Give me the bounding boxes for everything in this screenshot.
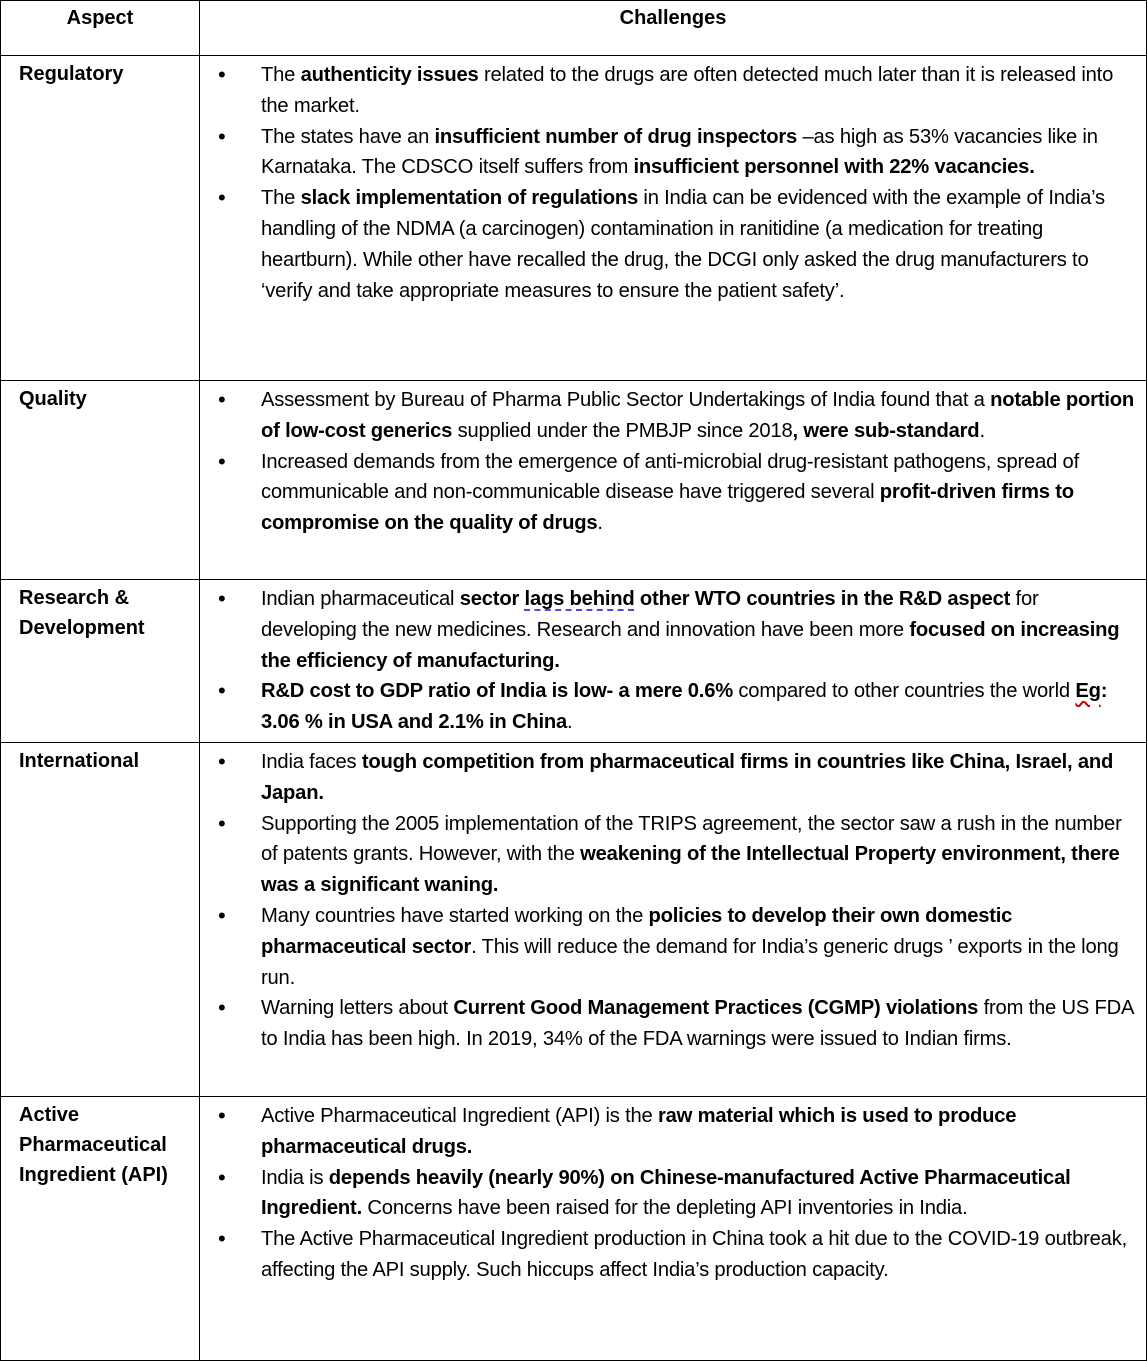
bold-run: R&D cost to GDP ratio of India is low- a mere 0.6% bbox=[261, 680, 733, 703]
bullet-list bbox=[200, 1101, 1146, 1286]
bullet-item bbox=[200, 584, 1146, 676]
text-run: . This will reduce the demand for India’s generic drugs ’ exports in the long run. bbox=[261, 935, 1119, 989]
challenges-cell bbox=[200, 580, 1147, 743]
bold-run: insufficient personnel with 22% vacancies. bbox=[633, 156, 1035, 179]
text-run: Warning letters about bbox=[261, 997, 454, 1020]
bold-run: tough competition from pharmaceutical firms in countries like China, Israel, and Japan. bbox=[261, 750, 1114, 804]
bold-run: slack implementation of regulations bbox=[300, 187, 638, 210]
table-row bbox=[1, 381, 1147, 580]
bold-run: raw material which is used to produce pharmaceutical drugs. bbox=[261, 1104, 1017, 1158]
aspect-cell: Quality bbox=[1, 381, 200, 580]
text-run: India faces bbox=[261, 750, 362, 773]
header-challenges: Challenges bbox=[200, 1, 1147, 56]
text-run: from the US FDA to India has been high. In 2019, 34% of the FDA warnings were issued to Indian firms. bbox=[261, 997, 1134, 1051]
bullet-item bbox=[200, 809, 1146, 901]
text-run: supplied under the PMBJP since 2018 bbox=[452, 419, 793, 442]
text-run: Many countries have started working on the bbox=[261, 904, 649, 927]
table-row bbox=[1, 742, 1147, 1096]
aspect-cell: Regulatory bbox=[1, 56, 200, 381]
header-row bbox=[1, 1, 1147, 56]
bold-run: depends heavily (nearly 90%) on Chinese-manufactured Active Pharmaceutical Ingredient. bbox=[261, 1166, 1071, 1220]
bullet-item bbox=[200, 676, 1146, 738]
bullet-item bbox=[200, 1224, 1146, 1286]
text-run: . bbox=[597, 512, 603, 535]
bold-run: policies to develop their own domestic pharmaceutical sector bbox=[261, 904, 1013, 958]
text-run: for developing the new medicines. Research and innovation have been more bbox=[261, 588, 1039, 641]
aspect-cell: Active Pharmaceutical Ingredient (API) bbox=[1, 1096, 200, 1360]
bold-run: Current Good Management Practices (CGMP) violations bbox=[453, 997, 979, 1020]
text-run: The states have an bbox=[261, 125, 435, 148]
bullet-item bbox=[200, 1163, 1146, 1225]
text-run: related to the drugs are often detected much later than it is released into the market. bbox=[261, 64, 1114, 117]
text-run: India is bbox=[261, 1166, 329, 1189]
bold-run: focused on increasing the efficiency of manufacturing. bbox=[261, 618, 1120, 672]
header-aspect: Aspect bbox=[1, 1, 200, 56]
text-run: . bbox=[979, 419, 985, 442]
text-run: Supporting the 2005 implementation of the TRIPS agreement, the sector saw a rush in the number of patents grants. However, with the bbox=[261, 812, 1122, 866]
challenges-cell bbox=[200, 742, 1147, 1096]
challenges-cell bbox=[200, 1096, 1147, 1360]
challenges-cell bbox=[200, 56, 1147, 381]
bold-run: profit-driven firms to compromise on the quality of drugs bbox=[261, 481, 1074, 535]
bold-run: , were sub-standard bbox=[792, 419, 980, 442]
text-run: compared to other countries the world bbox=[733, 680, 1076, 703]
bold-run: lags behind bbox=[524, 588, 635, 610]
text-run: Assessment by Bureau of Pharma Public Sector Undertakings of India found that a bbox=[261, 389, 991, 411]
challenges-cell bbox=[200, 381, 1147, 580]
table-row bbox=[1, 580, 1147, 743]
bold-run: sector bbox=[459, 588, 525, 610]
text-run: –as high as 53% vacancies like in Karnataka. The CDSCO itself suffers from bbox=[261, 125, 1098, 179]
aspect-cell: Research & Development bbox=[1, 580, 200, 743]
text-run: in India can be evidenced with the example of India’s handling of the NDMA (a carcinogen) contamination in ranitidine (a medication for treating heartburn). While other have recalled the drug, the DCGI only asked the drug manufacturers to ‘verify and take appropriate measures to ensure the patient safety’. bbox=[261, 187, 1105, 302]
text-run: Concerns have been raised for the depleting API inventories in India. bbox=[362, 1197, 968, 1220]
bold-run: authenticity issues bbox=[300, 64, 479, 86]
bullet-item bbox=[200, 747, 1146, 809]
bullet-list bbox=[200, 60, 1146, 306]
bold-run: : 3.06 % in USA and 2.1% in China bbox=[261, 680, 1108, 734]
bullet-item bbox=[200, 385, 1146, 447]
text-run: Increased demands from the emergence of anti-microbial drug-resistant pathogens, spread of communicable and non-communicable disease have triggered several bbox=[261, 450, 1079, 504]
text-run: The bbox=[261, 187, 301, 210]
bullet-item bbox=[200, 901, 1146, 993]
bullet-list bbox=[200, 747, 1146, 1055]
bullet-item bbox=[200, 60, 1146, 122]
bold-run: other WTO countries in the R&D aspect bbox=[634, 588, 1011, 610]
text-run: Active Pharmaceutical Ingredient (API) is the bbox=[261, 1104, 658, 1127]
bullet-item bbox=[200, 122, 1146, 184]
bullet-item bbox=[200, 447, 1146, 539]
table-row bbox=[1, 1096, 1147, 1360]
bold-run: notable portion of low-cost generics bbox=[261, 389, 1135, 442]
bold-run: Eg bbox=[1075, 680, 1101, 703]
bullet-item bbox=[200, 1101, 1146, 1163]
bullet-list bbox=[200, 385, 1146, 539]
bullet-list bbox=[200, 584, 1146, 738]
text-run: The Active Pharmaceutical Ingredient production in China took a hit due to the COVID-19 outbreak, affecting the API supply. Such hiccups affect India’s production capacity. bbox=[261, 1228, 1127, 1281]
table-row bbox=[1, 56, 1147, 381]
bold-run: weakening of the Intellectual Property environment, there was a significant waning. bbox=[261, 843, 1120, 897]
bullet-item bbox=[200, 993, 1146, 1055]
aspect-cell: International bbox=[1, 742, 200, 1096]
text-run: Indian pharmaceutical bbox=[261, 588, 460, 610]
text-run: The bbox=[261, 64, 301, 86]
bold-run: insufficient number of drug inspectors bbox=[434, 125, 798, 148]
bullet-item bbox=[200, 183, 1146, 306]
text-run: . bbox=[567, 711, 573, 734]
